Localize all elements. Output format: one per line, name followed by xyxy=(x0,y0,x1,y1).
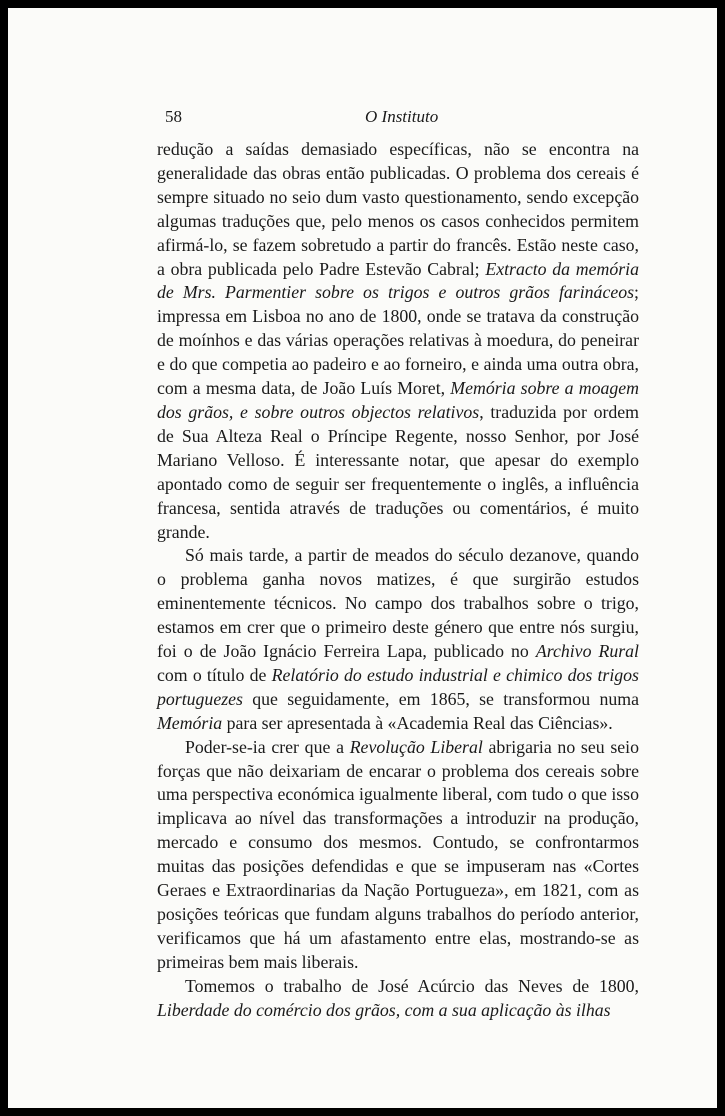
text-segment: para ser apresentada à «Academia Real das Ciências». xyxy=(222,712,613,733)
book-title: Memória sobre a moagem dos grãos, e sobre outros objectos relativos xyxy=(157,378,640,422)
text-segment: ; impressa em Lisboa no ano de 1800, onde se tratava da construção de moínhos e das várias operações relativas à moedura, do peneirar e do que competia ao padeiro e ao forneiro, e ainda uma outra obra, com a mesma data, de João Luís Moret, xyxy=(157,282,639,399)
text-segment: , traduzida por ordem de Sua Alteza Real o Príncipe Regente, nosso Senhor, por José Mariano Velloso. É interessante notar, que apesar do exemplo apontado como de seguir ser frequentemente o inglês, a influência francesa, sentida através de traduções ou comentários, é muito grande. xyxy=(157,401,639,542)
text-segment: redução a saídas demasiado específicas, não se encontra na generalidade das obras então publicadas. O problema dos cereais é sempre situado no seio dum vasto questionamento, sendo excepção algumas traduções que, pelo menos os casos conhecidos permitem afirmá-lo, se fazem sobretudo a partir do francês. Estão neste caso, a obra publicada pelo Padre Estevão Cabral; xyxy=(157,139,639,279)
paragraph-1 xyxy=(157,138,639,544)
running-title: O Instituto xyxy=(365,107,439,126)
body-text xyxy=(157,138,639,1023)
text-segment: Poder-se-ia crer que a xyxy=(185,736,350,757)
text-segment: com o título de xyxy=(157,664,272,685)
emphasized-term: Revolução Liberal xyxy=(349,736,483,757)
text-segment: Só mais tarde, a partir de meados do século dezanove, quando o problema ganha novos matizes, é que surgirão estudos eminentemente técnicos. No campo dos trabalhos sobre o trigo, estamos em crer que o primeiro deste género que entre nós surgiu, foi o de João Ignácio Ferreira Lapa, publicado no xyxy=(157,545,639,662)
paragraph-4 xyxy=(157,975,639,1023)
book-title: Memória xyxy=(157,712,223,733)
text-segment: abrigaria no seu seio forças que não deixariam de encarar o problema dos cereais sobre uma perspectiva económica igualmente liberal, com tudo o que isso implicava ao nível das transformações a introduzir na produção, mercado e consumo dos mesmos. Contudo, se confrontarmos muitas das posições defendidas e que se impuseram nas «Cortes Geraes e Extraordinarias da Nação Portugueza», em 1821, com as posições teóricas que fundam alguns trabalhos do período anterior, verificamos que há um afastamento entre elas, mostrando-se as primeiras bem mais liberais. xyxy=(157,736,639,972)
page-number: 58 xyxy=(165,107,182,126)
book-title: Extracto da memória de Mrs. Parmentier sobre os trigos e outros grãos farináceos xyxy=(157,258,639,303)
text-segment: que seguidamente, em 1865, se transformou numa xyxy=(242,688,639,709)
book-title: Liberdade do comércio dos grãos, com a sua aplicação às ilhas xyxy=(157,999,611,1020)
text-segment: Tomemos o trabalho de José Acúrcio das Neves de 1800, xyxy=(185,975,639,996)
paragraph-2 xyxy=(157,544,639,735)
publication-title: Archivo Rural xyxy=(535,641,639,662)
book-title: Relatório do estudo industrial e chimico dos trigos portuguezes xyxy=(157,664,639,709)
page-header xyxy=(165,107,647,129)
paragraph-3 xyxy=(157,736,639,975)
